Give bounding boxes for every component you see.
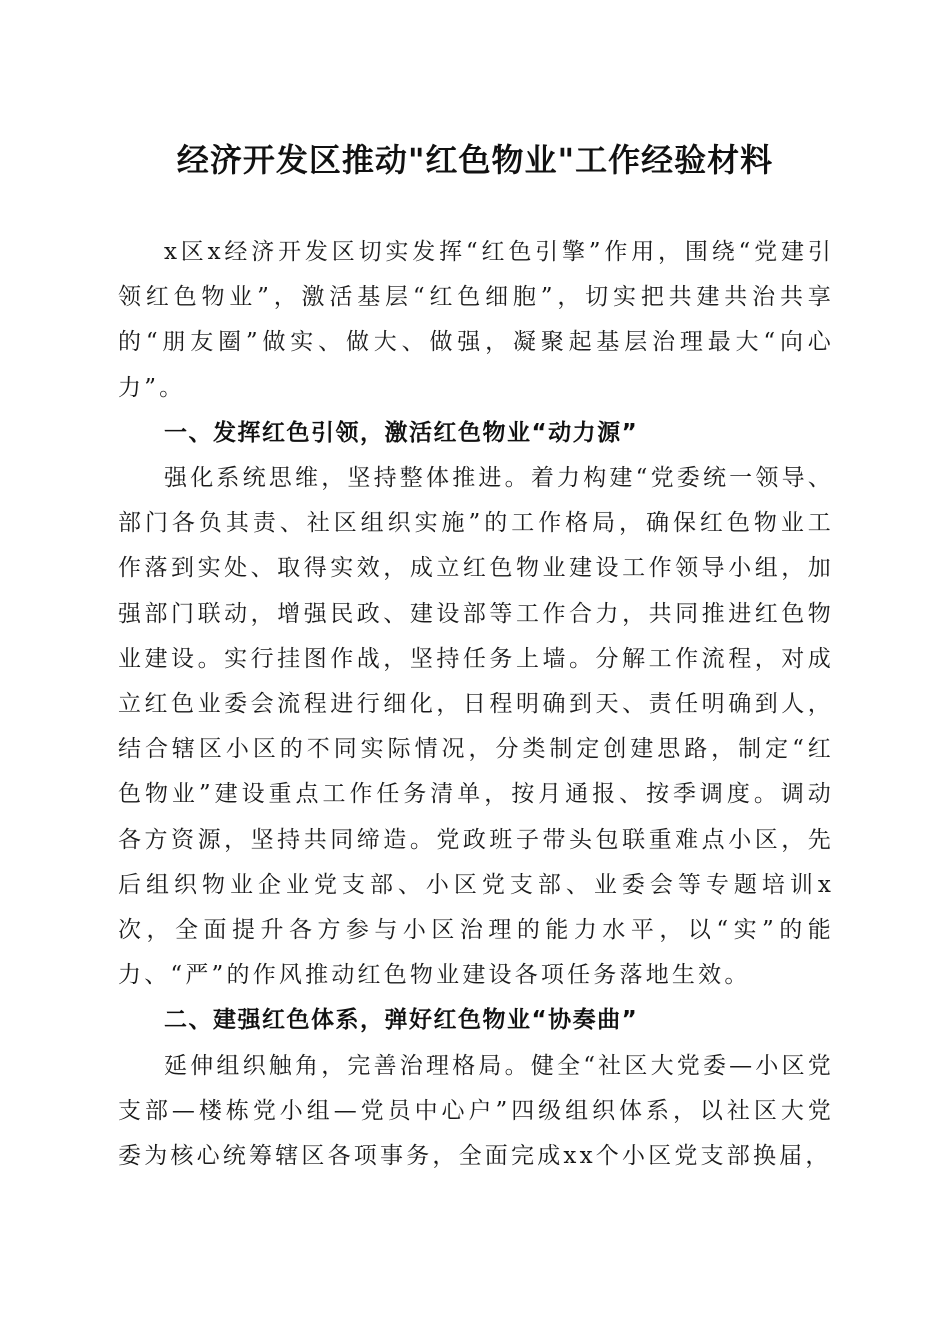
intro-paragraph: x区x经济开发区切实发挥“红色引擎”作用，围绕“党建引领红色物业”，激活基层“红色细胞”，切实把共建共治共享的“朋友圈”做实、做大、做强，凝聚起基层治理最大“向心力”。 (118, 239, 834, 401)
section-2-paragraph: 延伸组织触角，完善治理格局。健全“社区大党委—小区党支部—楼栋党小组—党员中心户”四级组织体系，以社区大党委为核心统筹辖区各项事务，全面完成xx个小区党支部换届， (118, 1052, 834, 1170)
section-2-heading: 二、建强红色体系，弹好红色物业“协奏曲” (164, 1007, 639, 1034)
section-1-paragraph: 强化系统思维，坚持整体推进。着力构建“党委统一领导、部门各负其责、社区组织实施”的工作格局，确保红色物业工作落到实处、取得实效，成立红色物业建设工作领导小组，加强部门联动，增强民政、建设部等工作合力，共同推进红色物业建设。实行挂图作战，坚持任务上墙。分解工作流程，对成立红色业委会流程进行细化，日程明确到天、责任明确到人，结合辖区小区的不同实际情况，分类制定创建思路，制定“红色物业”建设重点工作任务清单，按月通报、按季调度。调动各方资源，坚持共同缔造。党政班子带头包联重难点小区，先后组织物业企业党支部、小区党支部、业委会等专题培训x次，全面提升各方参与小区治理的能力水平，以“实”的能力、“严”的作风推动红色物业建设各项任务落地生效。 (118, 465, 834, 989)
section-1-heading: 一、发挥红色引领，激活红色物业“动力源” (164, 419, 639, 446)
document-body (118, 230, 834, 1179)
document-title: 经济开发区推动"红色物业"工作经验材料 (176, 141, 774, 179)
